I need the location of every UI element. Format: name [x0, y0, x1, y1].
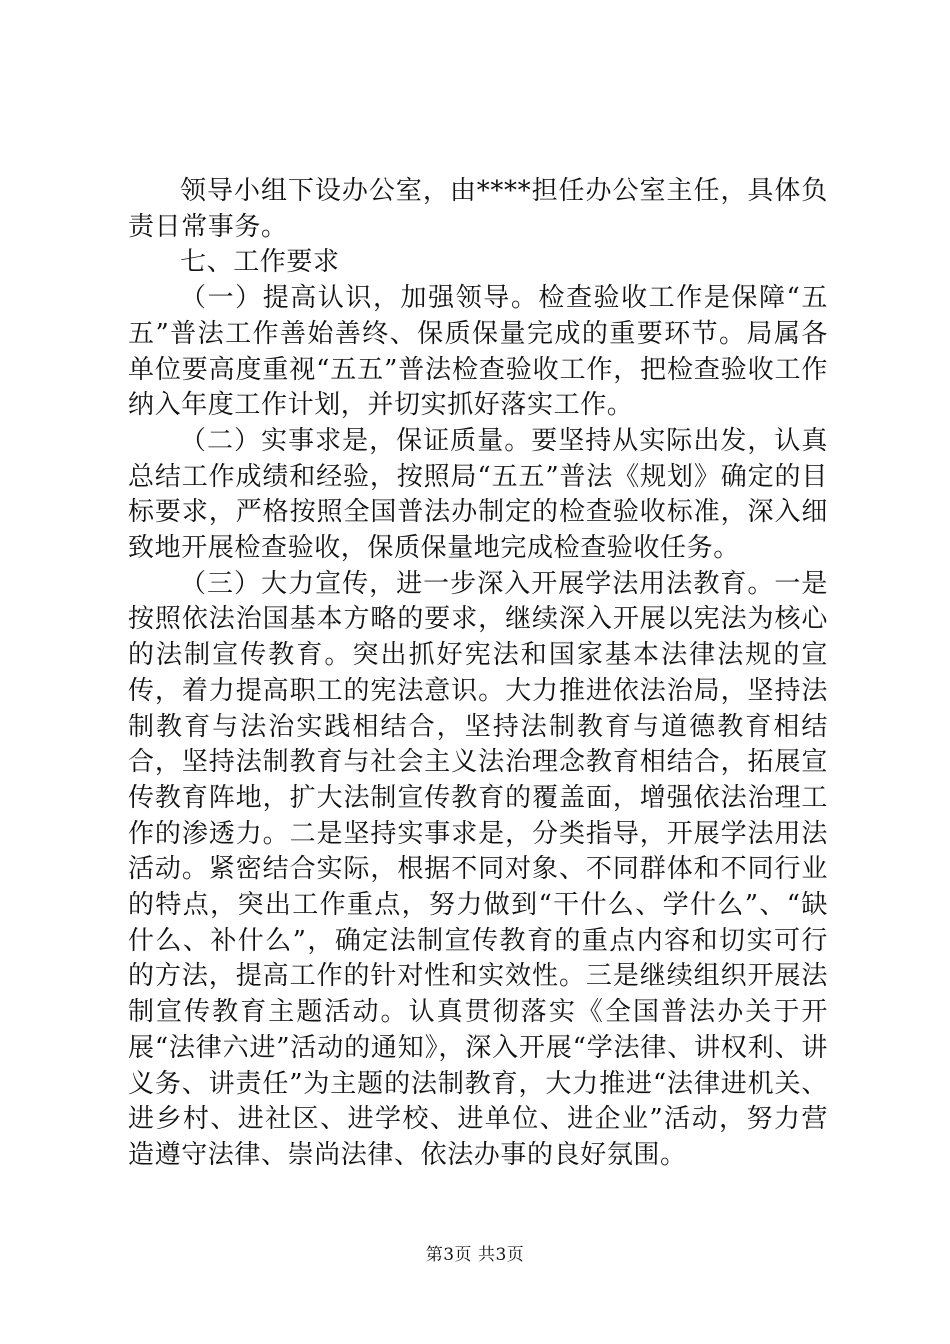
paragraph-requirement-2: （二）实事求是，保证质量。要坚持从实际出发，认真总结工作成绩和经验，按照局“五五”普法《规划》确定的目标要求，严格按照全国普法办制定的检查验收标准，深入细致地开展检查验收，保质保量地完成检查验收任务。: [128, 425, 828, 564]
page-number-footer: 第3页 共3页: [425, 1245, 525, 1265]
document-body: [128, 174, 828, 1174]
paragraph-office-setup: 领导小组下设办公室，由****担任办公室主任，具体负责日常事务。: [128, 176, 828, 242]
paragraph-requirement-1: （一）提高认识，加强领导。检查验收工作是保障“五五”普法工作善始善终、保质保量完成的重要环节。局属各单位要高度重视“五五”普法检查验收工作，把检查验收工作纳入年度工作计划，并切实抓好落实工作。: [128, 283, 828, 421]
paragraph-requirement-3: （三）大力宣传，进一步深入开展学法用法教育。一是按照依法治国基本方略的要求，继续深入开展以宪法为核心的法制宣传教育。突出抓好宪法和国家基本法律法规的宣传，着力提高职工的宪法意识。大力推进依法治局，坚持法制教育与法治实践相结合，坚持法制教育与道德教育相结合，坚持法制教育与社会主义法治理念教育相结合，拓展宣传教育阵地，扩大法制宣传教育的覆盖面，增强依法治理工作的渗透力。二是坚持实事求是，分类指导，开展学法用法活动。紧密结合实际，根据不同对象、不同群体和不同行业的特点，突出工作重点，努力做到“干什么、学什么”、“缺什么、补什么”，确定法制宣传教育的重点内容和切实可行的方法，提高工作的针对性和实效性。三是继续组织开展法制宣传教育主题活动。认真贯彻落实《全国普法办关于开展“法律六进”活动的通知》，深入开展“学法律、讲权利、讲义务、讲责任”为主题的法制教育，大力推进“法律进机关、进乡村、进社区、进学校、进单位、进企业”活动，努力营造遵守法律、崇尚法律、依法办事的良好氛围。: [128, 568, 828, 1170]
section-heading-work-requirements: 七、工作要求: [180, 247, 340, 278]
